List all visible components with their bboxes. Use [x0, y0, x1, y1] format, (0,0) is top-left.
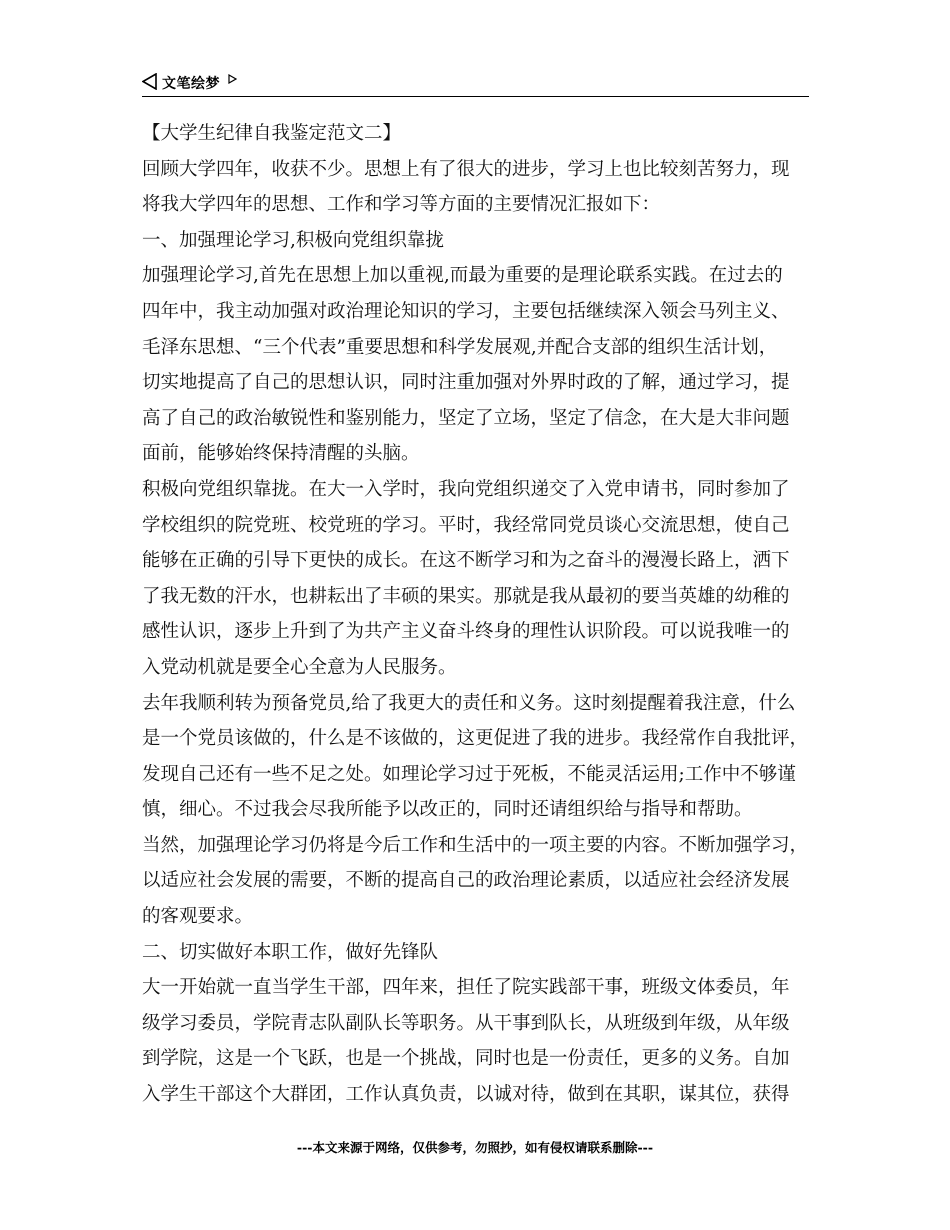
brand-title: 文笔绘梦 [162, 76, 220, 92]
text-line: 慎，细心。不过我会尽我所能予以改正的，同时还请组织给与指导和帮助。 [142, 799, 753, 821]
text-line: 学校组织的院党班、校党班的学习。平时，我经常同党员谈心交流思想，使自己 [142, 514, 790, 536]
document-body [142, 116, 814, 1113]
text-line: 去年我顺利转为预备党员,给了我更大的责任和义务。这时刻提醒着我注意，什么 [142, 692, 796, 714]
text-line: 回顾大学四年，收获不少。思想上有了很大的进步，学习上也比较刻苦努力，现 [142, 158, 790, 180]
footer-disclaimer: ---本文来源于网络，仅供参考，勿照抄，如有侵权请联系删除--- [296, 1140, 654, 1155]
text-line: 高了自己的政治敏锐性和鉴别能力，坚定了立场，坚定了信念，在大是大非问题 [142, 407, 790, 429]
text-line: 入党动机就是要全心全意为人民服务。 [142, 656, 457, 678]
text-line: 是一个党员该做的，什么是不该做的，这更促进了我的进步。我经常作自我批评， [142, 728, 809, 750]
text-line: 入学生干部这个大群团，工作认真负责，以诚对待，做到在其职，谋其位，获得 [142, 1084, 790, 1106]
page-header [142, 70, 809, 97]
text-line: 毛泽东思想、“三个代表”重要思想和科学发展观,并配合支部的组织生活计划， [142, 336, 778, 358]
triangle-right-icon [228, 74, 237, 84]
text-line: 到学院，这是一个飞跃，也是一个挑战，同时也是一份责任，更多的义务。自加 [142, 1048, 790, 1070]
text-line: 面前，能够始终保持清醒的头脑。 [142, 443, 420, 465]
text-line: 发现自己还有一些不足之处。如理论学习过于死板，不能灵活运用;工作中不够谨 [142, 763, 796, 785]
text-line: 二、切实做好本职工作，做好先锋队 [142, 941, 439, 963]
text-line: 加强理论学习,首先在思想上加以重视,而最为重要的是理论联系实践。在过去的 [142, 265, 783, 287]
text-line: 大一开始就一直当学生干部，四年来，担任了院实践部干事，班级文体委员，年 [142, 977, 790, 999]
text-line: 了我无数的汗水，也耕耘出了丰硕的果实。那就是我从最初的要当英雄的幼稚的 [142, 585, 790, 607]
text-line: 一、加强理论学习,积极向党组织靠拢 [142, 229, 444, 251]
text-line: 将我大学四年的思想、工作和学习等方面的主要情况汇报如下： [142, 194, 661, 216]
text-line: 级学习委员，学院青志队副队长等职务。从干事到队长，从班级到年级，从年级 [142, 1012, 790, 1034]
text-line: 能够在正确的引导下更快的成长。在这不断学习和为之奋斗的漫漫长路上，洒下 [142, 550, 790, 572]
text-line: 切实地提高了自己的思想认识，同时注重加强对外界时政的了解，通过学习，提 [142, 372, 790, 394]
text-line: 感性认识，逐步上升到了为共产主义奋斗终身的理性认识阶段。可以说我唯一的 [142, 621, 790, 643]
text-line: 积极向党组织靠拢。在大一入学时，我向党组织递交了入党申请书，同时参加了 [142, 478, 790, 500]
triangle-left-icon [142, 73, 158, 90]
text-line: 当然，加强理论学习仍将是今后工作和生活中的一项主要的内容。不断加强学习， [142, 834, 809, 856]
text-line: 四年中，我主动加强对政治理论知识的学习，主要包括继续深入领会马列主义、 [142, 300, 790, 322]
text-line: 以适应社会发展的需要，不断的提高自己的政治理论素质，以适应社会经济发展 [142, 870, 790, 892]
text-line: 的客观要求。 [142, 906, 254, 928]
text-line: 【大学生纪律自我鉴定范文二】 [142, 123, 402, 144]
